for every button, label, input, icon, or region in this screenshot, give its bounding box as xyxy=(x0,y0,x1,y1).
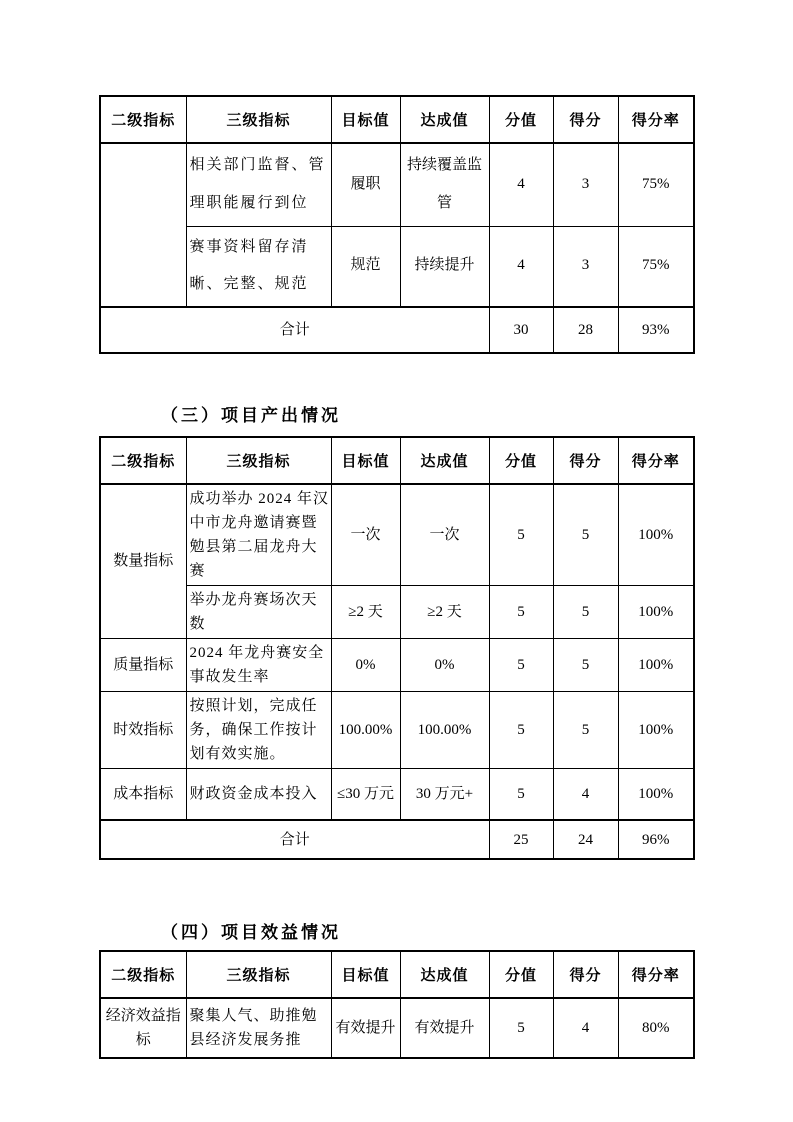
column-header-score: 得分 xyxy=(553,437,618,484)
column-header-achieved: 达成值 xyxy=(400,96,489,143)
table-row xyxy=(100,143,694,226)
score-cell: 5 xyxy=(553,691,618,768)
column-header-level3: 三级指标 xyxy=(186,96,331,143)
table-row xyxy=(100,638,694,691)
total-score-cell: 28 xyxy=(553,307,618,353)
target-cell: 100.00% xyxy=(331,691,400,768)
rate-cell: 75% xyxy=(618,226,694,307)
column-header-score: 得分 xyxy=(553,951,618,998)
score-cell: 5 xyxy=(553,638,618,691)
points-cell: 4 xyxy=(489,226,553,307)
score-cell: 3 xyxy=(553,143,618,226)
rate-cell: 100% xyxy=(618,484,694,586)
column-header-level3: 三级指标 xyxy=(186,437,331,484)
level3-cell: 赛事资料留存清晰、完整、规范 xyxy=(186,226,331,307)
rate-cell: 75% xyxy=(618,143,694,226)
score-cell: 5 xyxy=(553,585,618,638)
total-label: 合计 xyxy=(100,820,489,859)
level3-cell: 成功举办 2024 年汉中市龙舟邀请赛暨勉县第二届龙舟大赛 xyxy=(186,484,331,586)
achieved-cell: 100.00% xyxy=(400,691,489,768)
level3-cell: 2024 年龙舟赛安全事故发生率 xyxy=(186,638,331,691)
target-cell: 规范 xyxy=(331,226,400,307)
level3-cell: 财政资金成本投入 xyxy=(186,768,331,820)
table-row xyxy=(100,998,694,1058)
column-header-points: 分值 xyxy=(489,437,553,484)
section-title-project-output: （三）项目产出情况 xyxy=(161,405,341,425)
table-row xyxy=(100,768,694,820)
level3-cell: 按照计划，完成任务，确保工作按计划有效实施。 xyxy=(186,691,331,768)
column-header-target: 目标值 xyxy=(331,96,400,143)
rate-cell: 100% xyxy=(618,638,694,691)
column-header-rate: 得分率 xyxy=(618,96,694,143)
total-points-cell: 30 xyxy=(489,307,553,353)
target-cell: 有效提升 xyxy=(331,998,400,1058)
project-output-table xyxy=(99,436,695,861)
table3-header-row xyxy=(100,951,694,998)
column-header-level3: 三级指标 xyxy=(186,951,331,998)
column-header-rate: 得分率 xyxy=(618,951,694,998)
total-label: 合计 xyxy=(100,307,489,353)
section-title-project-benefit: （四）项目效益情况 xyxy=(161,923,341,942)
target-cell: ≥2 天 xyxy=(331,585,400,638)
level2-cell: 质量指标 xyxy=(100,638,186,691)
level2-cell: 数量指标 xyxy=(100,484,186,639)
project-benefit-table xyxy=(99,950,695,1059)
score-cell: 5 xyxy=(553,484,618,586)
points-cell: 5 xyxy=(489,484,553,586)
table-row xyxy=(100,226,694,307)
level2-cell: 时效指标 xyxy=(100,691,186,768)
level2-cell: 经济效益指标 xyxy=(100,998,186,1058)
target-cell: 0% xyxy=(331,638,400,691)
level3-cell: 举办龙舟赛场次天数 xyxy=(186,585,331,638)
points-cell: 5 xyxy=(489,998,553,1058)
achieved-cell: 30 万元+ xyxy=(400,768,489,820)
column-header-target: 目标值 xyxy=(331,437,400,484)
level3-cell: 聚集人气、助推勉县经济发展务推 xyxy=(186,998,331,1058)
column-header-points: 分值 xyxy=(489,96,553,143)
table-row xyxy=(100,484,694,586)
achieved-cell: 一次 xyxy=(400,484,489,586)
score-cell: 3 xyxy=(553,226,618,307)
target-cell: ≤30 万元 xyxy=(331,768,400,820)
total-row xyxy=(100,307,694,353)
points-cell: 5 xyxy=(489,638,553,691)
column-header-points: 分值 xyxy=(489,951,553,998)
target-cell: 一次 xyxy=(331,484,400,586)
rate-cell: 100% xyxy=(618,768,694,820)
page-content xyxy=(99,95,693,1059)
rate-cell: 100% xyxy=(618,585,694,638)
achieved-cell: 0% xyxy=(400,638,489,691)
score-cell: 4 xyxy=(553,998,618,1058)
level3-cell: 相关部门监督、管理职能履行到位 xyxy=(186,143,331,226)
score-cell: 4 xyxy=(553,768,618,820)
column-header-level2: 二级指标 xyxy=(100,96,186,143)
column-header-rate: 得分率 xyxy=(618,437,694,484)
points-cell: 5 xyxy=(489,768,553,820)
column-header-level2: 二级指标 xyxy=(100,951,186,998)
achieved-cell: 有效提升 xyxy=(400,998,489,1058)
achieved-cell: 持续覆盖监管 xyxy=(400,143,489,226)
indicator-table-continued xyxy=(99,95,695,354)
points-cell: 5 xyxy=(489,585,553,638)
rate-cell: 80% xyxy=(618,998,694,1058)
rate-cell: 100% xyxy=(618,691,694,768)
target-cell: 履职 xyxy=(331,143,400,226)
total-score-cell: 24 xyxy=(553,820,618,859)
table1-header-row xyxy=(100,96,694,143)
total-rate-cell: 96% xyxy=(618,820,694,859)
points-cell: 4 xyxy=(489,143,553,226)
total-row xyxy=(100,820,694,859)
column-header-achieved: 达成值 xyxy=(400,951,489,998)
level2-cell: 成本指标 xyxy=(100,768,186,820)
achieved-cell: 持续提升 xyxy=(400,226,489,307)
achieved-cell: ≥2 天 xyxy=(400,585,489,638)
table-row xyxy=(100,585,694,638)
level2-cell-empty xyxy=(100,143,186,307)
total-rate-cell: 93% xyxy=(618,307,694,353)
table-row xyxy=(100,691,694,768)
table2-header-row xyxy=(100,437,694,484)
column-header-target: 目标值 xyxy=(331,951,400,998)
column-header-score: 得分 xyxy=(553,96,618,143)
total-points-cell: 25 xyxy=(489,820,553,859)
column-header-achieved: 达成值 xyxy=(400,437,489,484)
column-header-level2: 二级指标 xyxy=(100,437,186,484)
points-cell: 5 xyxy=(489,691,553,768)
